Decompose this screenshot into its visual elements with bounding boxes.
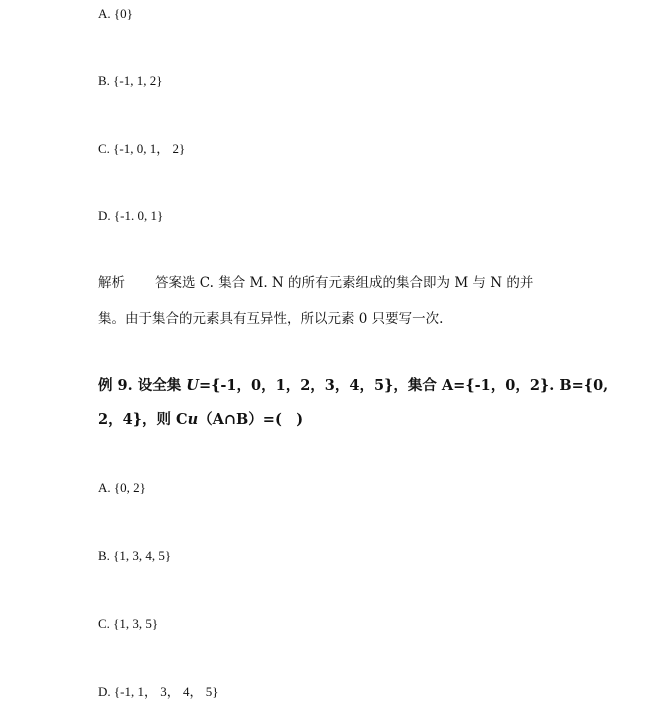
example-9-line-2 <box>98 410 303 430</box>
example-9-prefix: 例 9. 设全集 <box>98 377 187 394</box>
universal-set-symbol: U <box>186 377 199 394</box>
q9-option-d: D. {-1, 1， 3， 4， 5} <box>98 684 219 699</box>
q9-option-c: C. {1, 3, 5} <box>98 616 159 631</box>
analysis-label: 解析 <box>98 275 125 291</box>
q8-option-b: B. {-1, 1, 2} <box>98 73 163 88</box>
q8-option-c: C. {-1, 0, 1， 2} <box>98 141 186 156</box>
example-9-text-3: （A∩B）=( ) <box>198 411 304 428</box>
q8-option-d: D. {-1. 0, 1} <box>98 208 164 223</box>
example-9-text-2: 2，4}，则 C <box>98 411 188 428</box>
analysis-line-2: 集。由于集合的元素具有互异性，所以元素 0 只要写一次. <box>98 311 444 327</box>
analysis-text-1: 答案选 C. 集合 M. N 的所有元素组成的集合即为 M 与 N 的并 <box>155 275 534 291</box>
example-9-text-1: ={-1，0，1，2，3，4，5}，集合 A={-1，0，2}. B={0, <box>198 377 609 394</box>
complement-subscript: u <box>187 411 199 428</box>
q8-option-a: A. {0} <box>98 6 133 21</box>
q9-option-b: B. {1, 3, 4, 5} <box>98 548 172 563</box>
example-9-line-1 <box>98 376 608 396</box>
q9-option-a: A. {0, 2} <box>98 480 146 495</box>
analysis-line-1 <box>98 273 533 293</box>
